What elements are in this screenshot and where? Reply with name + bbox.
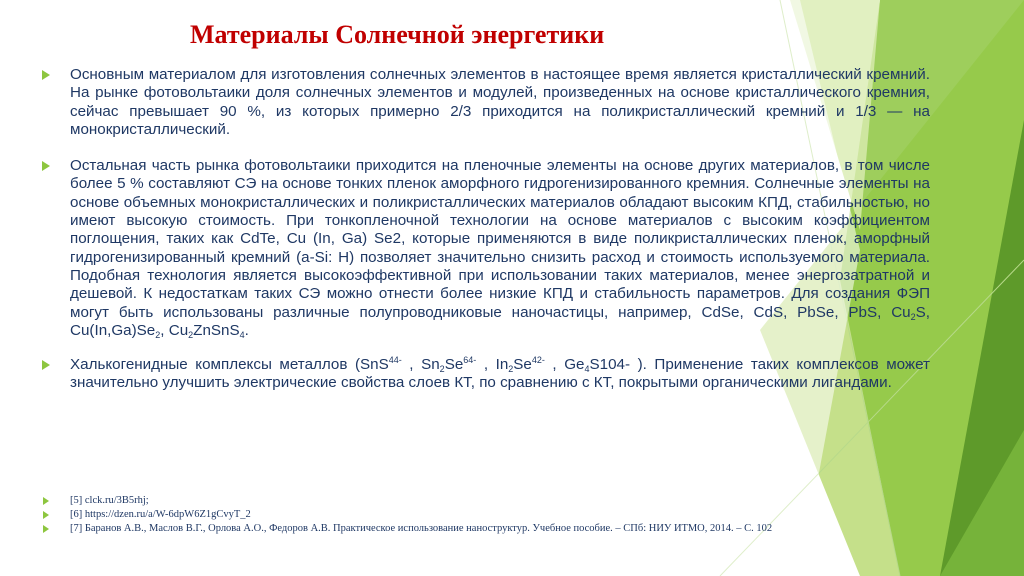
formula-part: Ge	[564, 356, 585, 374]
bullet-item-2	[40, 157, 930, 340]
formula-part: ZnSnS	[193, 321, 240, 339]
formula-subscript: 4	[239, 329, 245, 340]
sentence-end: .	[244, 321, 249, 339]
formula-subscript: 2	[508, 364, 514, 375]
formula-part: Cu(In,Ga)Se	[70, 321, 156, 339]
formula-subscript: 2	[155, 329, 161, 340]
bullet-arrow-icon	[42, 360, 50, 370]
formula-part: Se	[513, 356, 532, 374]
bullet-list	[40, 64, 930, 393]
slide-title: Материалы Солнечной энергетики	[190, 20, 605, 49]
formula-superscript: 42-	[531, 355, 545, 366]
reference-text: [6] https://dzen.ru/a/W-6dpW6Z1gCvyT_2	[70, 509, 251, 520]
reference-item-6	[40, 508, 940, 522]
reference-text: [7] Баранов А.В., Маслов В.Г., Орлова А.О., Федоров А.В. Практическое использование наноструктур. Учебное пособие. – СПб: НИУ ИТМО, 2014. – С. 102	[70, 523, 773, 534]
bullet-arrow-icon	[43, 511, 49, 519]
separator: ,	[401, 356, 422, 374]
bullet-arrow-icon	[43, 497, 49, 505]
separator: ,	[476, 356, 496, 374]
formula-superscript: 44-	[388, 355, 402, 366]
bullet-arrow-icon	[42, 70, 50, 80]
bullet-item-1	[40, 66, 930, 139]
formula-part: SnS	[360, 356, 389, 374]
formula-part: In	[495, 356, 509, 374]
formula-part: S	[915, 303, 926, 321]
bullet-arrow-icon	[42, 161, 50, 171]
references-list	[40, 494, 940, 536]
formula-subscript: 2	[188, 329, 194, 340]
bullet-text-tail: Применение таких комплексов может значительно улучшить электрические свойства слоев КТ, по сравнению с КТ, покрытыми органическими лигандами.	[70, 356, 930, 392]
formula-part: Sn	[421, 356, 440, 374]
formula-superscript: 64-	[463, 355, 477, 366]
bullet-item-3	[40, 356, 930, 393]
bullet-text: Халькогенидные комплексы металлов (	[70, 356, 361, 374]
formula-part: Se	[444, 356, 464, 374]
formula-part: Cu	[891, 303, 911, 321]
reference-item-7	[40, 522, 940, 536]
bullet-text: Основным материалом для изготовления солнечных элементов в настоящее время является кристаллический кремний. На рынке фотовольтаики доля солнечных элементов и модулей, произведенных на основе кристаллического кремния, сейчас превышает 90 %, из которых примерно 2/3 приходится на поликристаллический кремний и 1/3 — на монокристаллический.	[70, 66, 930, 138]
bullet-text: Остальная часть рынка фотовольтаики приходится на пленочные элементы на основе других материалов, в том числе более 5 % составляют СЭ на основе тонких пленок аморфного гидрогенизированного кремния. Солнечные элементы на основе объемных монокристаллических и поликристаллических материалов обладают высоким КПД, стабильностью, но имеют высокую стоимость. При тонкопленочной технологии на основе материалов с высоким коэффициентом поглощения, таких как CdTe, Cu (In, Ga) Se2, которые применяются в виде поликристаллических пленок, аморфный гидрогенизированный кремний (a-Si: H) позволяет значительно снизить расход и стоимость используемого материала. Подобная технология является высокоэффективной при использовании таких материалов, менее энергозатратной и дешевой. К недостаткам таких СЭ можно отнести более низкие КПД и стабильность параметров. Для создания ФЭП могут быть использованы различные полупроводниковые наночастицы, например, CdSe, CdS, PbSe, PbS,	[70, 157, 930, 321]
separator: ,	[925, 303, 930, 321]
separator: ,	[544, 356, 565, 374]
bullet-arrow-icon	[43, 525, 49, 533]
reference-item-5	[40, 494, 940, 508]
separator: ,	[160, 321, 169, 339]
formula-subscript: 4	[584, 364, 590, 375]
formula-part: Cu	[168, 321, 189, 339]
formula-part: S104- ).	[589, 356, 655, 374]
formula-subscript: 2	[910, 311, 916, 322]
reference-text: [5] clck.ru/3B5rhj;	[70, 495, 149, 506]
formula-subscript: 2	[439, 364, 445, 375]
